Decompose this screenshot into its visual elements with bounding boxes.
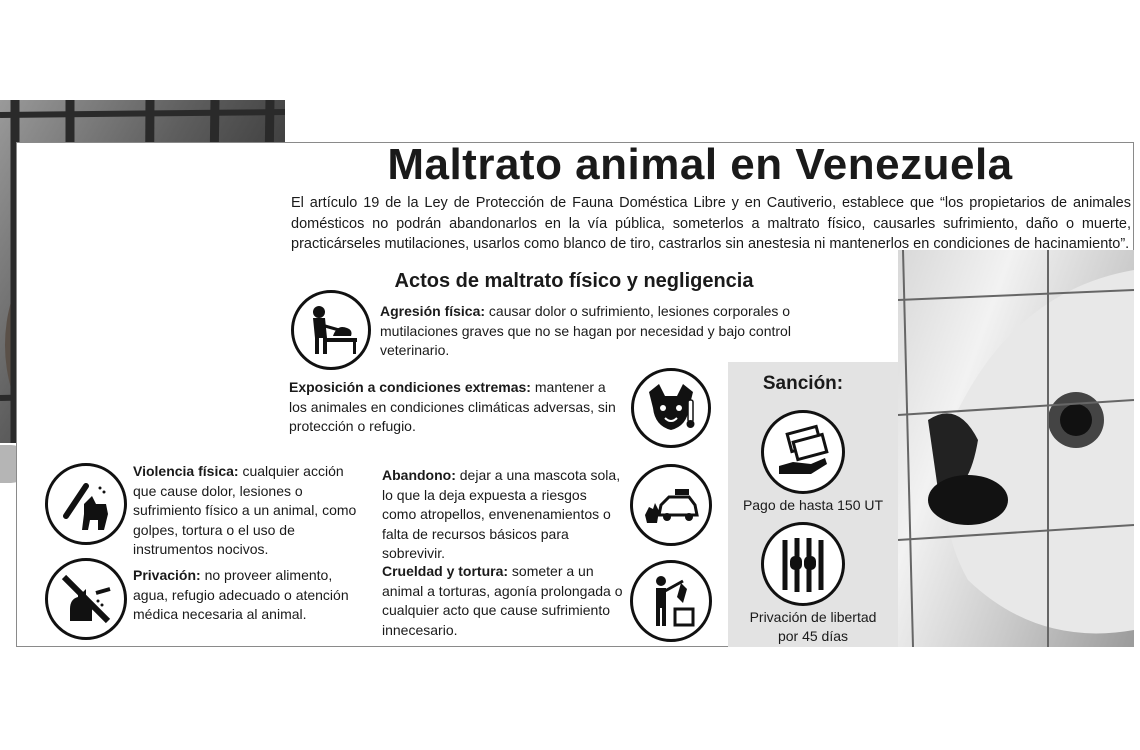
car-dog-icon: [630, 464, 712, 546]
no-food-cat-icon: [45, 558, 127, 640]
person-torture-icon: [630, 560, 712, 642]
abandono-item: Abandono: dejar a una mascota sola, lo que la deja expuesta a riesgos como atropellos, envenenamientos o falta de recursos básicos para sobrevivir.: [382, 467, 621, 561]
violencia-fisica-item: Violencia física: cualquier acción que cause dolor, lesiones o sufrimiento físico a un animal, como golpes, tortura o el uso de instrumentos nocivos.: [133, 463, 357, 557]
intro-paragraph: El artículo 19 de la Ley de Protección de Fauna Doméstica Libre y en Cautiverio, establece que “los propietarios de animales domésticos no podrán abandonarlos en la vía pública, someterlos a maltrato físico, causarles sufrimiento, daño o muerte, practicárseles mutilaciones, usarlos como blanco de tiro, castrarlos sin anestesia ni mantenerlos en condiciones de hacinamiento”.: [291, 195, 1131, 252]
prison-text: Privación de libertad por 45 días: [749, 609, 877, 644]
privacion-item: Privación: no proveer alimento, agua, refugio adecuado o atención médica necesaria al animal.: [133, 567, 349, 622]
dog-behind-wire-photo: [898, 250, 1134, 647]
agresion-fisica-item: Agresión física: causar dolor o sufrimiento, lesiones corporales o mutilaciones graves que no se hagan por necesidad y bajo control veterinario.: [380, 303, 791, 358]
fine-text: Pago de hasta 150 UT: [742, 497, 884, 513]
dog-thermometer-icon: [631, 368, 711, 448]
infographic-title: Maltrato animal en Venezuela: [387, 140, 1013, 189]
crueldad-item: Crueldad y tortura: someter a un animal a torturas, agonía prolongada o cualquier acto que cause sufrimiento innecesario.: [382, 563, 623, 638]
section-subtitle: Actos de maltrato físico y negligencia: [394, 270, 754, 292]
sancion-title: Sanción:: [762, 373, 844, 394]
prison-bars-icon: [761, 522, 845, 606]
dog-stick-icon: [45, 463, 127, 545]
money-hand-icon: [761, 410, 845, 494]
exposicion-item: Exposición a condiciones extremas: mantener a los animales en condiciones climáticas adversas, sin protección o refugio.: [289, 379, 616, 434]
veterinary-table-icon: [291, 290, 371, 370]
